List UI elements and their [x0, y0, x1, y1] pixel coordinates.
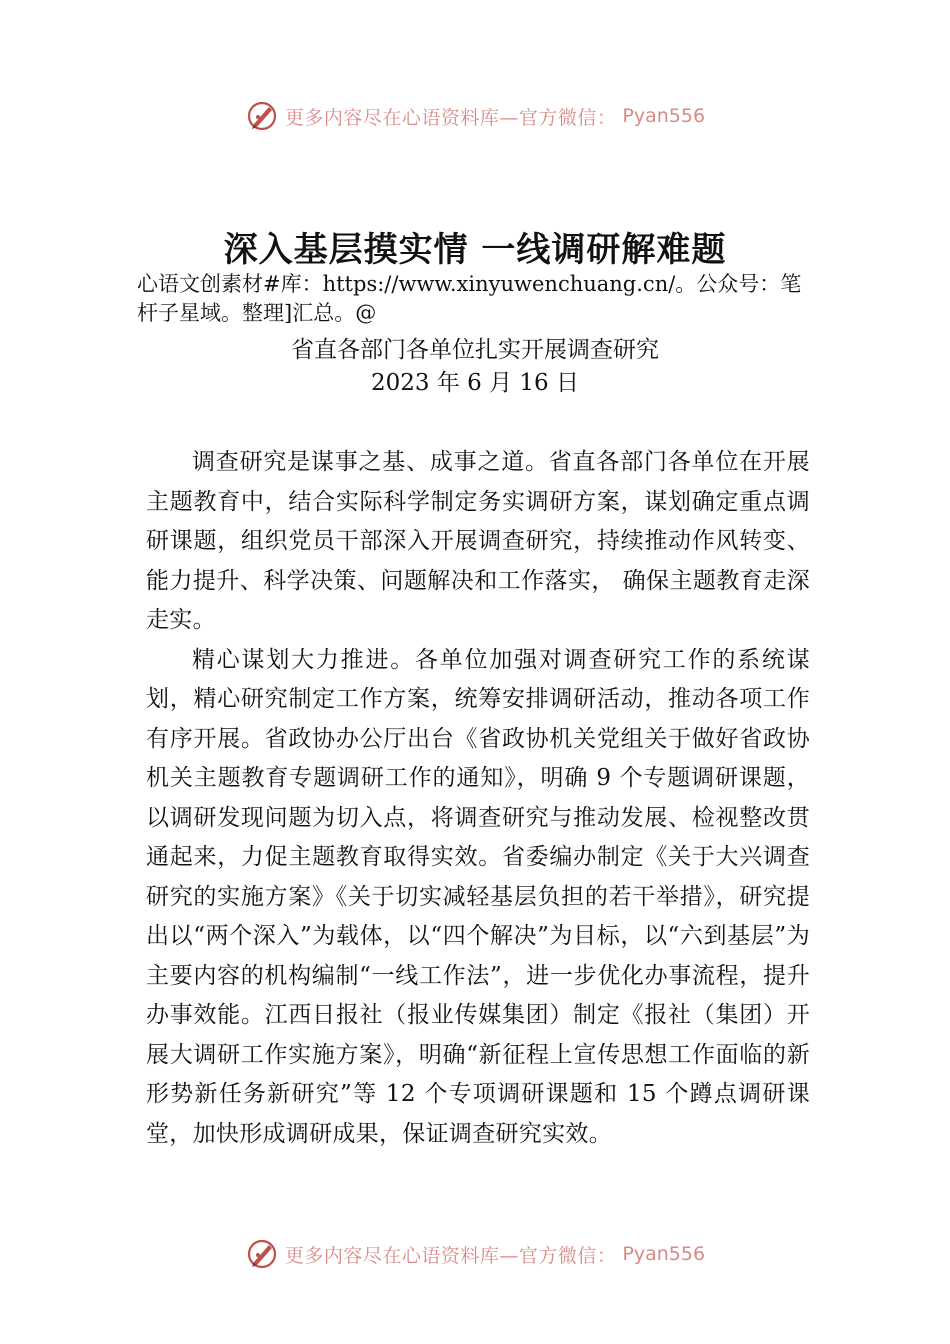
watermark-text: 更多内容尽在心语资料库—官方微信：	[284, 106, 617, 129]
pen-logo-icon	[245, 99, 279, 133]
document-title: 深入基层摸实情 一线调研解难题	[223, 230, 727, 270]
source-note: 心语文创素材#库：https://www.xinyuwenchuang.cn/。公众号：笔杆子星域。整理]汇总。@	[137, 272, 802, 325]
watermark-banner-top	[0, 96, 950, 136]
watermark-text: 更多内容尽在心语资料库—官方微信：	[284, 1244, 617, 1267]
department-line: 省直各部门各单位扎实开展调查研究	[291, 337, 659, 363]
paragraph: 精心谋划大力推进。各单位加强对调查研究工作的系统谋划，精心研究制定工作方案，统筹安排调研活动，推动各项工作有序开展。省政协办公厅出台《省政协机关党组关于做好省政协机关主题教育专题调研工作的通知》，明确 9 个专题调研课题，以调研发现问题为切入点，将调查研究与推动发展、检视整改贯通起来，力促主题教育取得实效。省委编办制定《关于大兴调查研究的实施方案》《关于切实减轻基层负担的若干举措》，研究提出以“两个深入”为载体，以“四个解决”为目标，以“六到基层”为主要内容的机构编制“一线工作法”，进一步优化办事流程，提升办事效能。江西日报社（报业传媒集团）制定《报社（集团）开展大调研工作实施方案》，明确“新征程上宣传思想工作面临的新形势新任务新研究”等 12 个专项调研课题和 15 个蹲点调研课堂，加快形成调研成果，保证调查研究实效。	[146, 646, 810, 1147]
paragraph: 调查研究是谋事之基、成事之道。省直各部门各单位在开展主题教育中，结合实际科学制定务实调研方案，谋划确定重点调研课题，组织党员干部深入开展调查研究，持续推动作风转变、能力提升、科学决策、问题解决和工作落实， 确保主题教育走深走实。	[146, 449, 810, 633]
pen-logo-icon	[245, 1237, 279, 1271]
document-body	[146, 443, 810, 1154]
watermark-banner-bottom	[0, 1234, 950, 1274]
document-date: 2023 年 6 月 16 日	[371, 370, 579, 396]
watermark-wechat-id: Pyan556	[622, 105, 706, 127]
watermark-wechat-id: Pyan556	[622, 1243, 706, 1265]
